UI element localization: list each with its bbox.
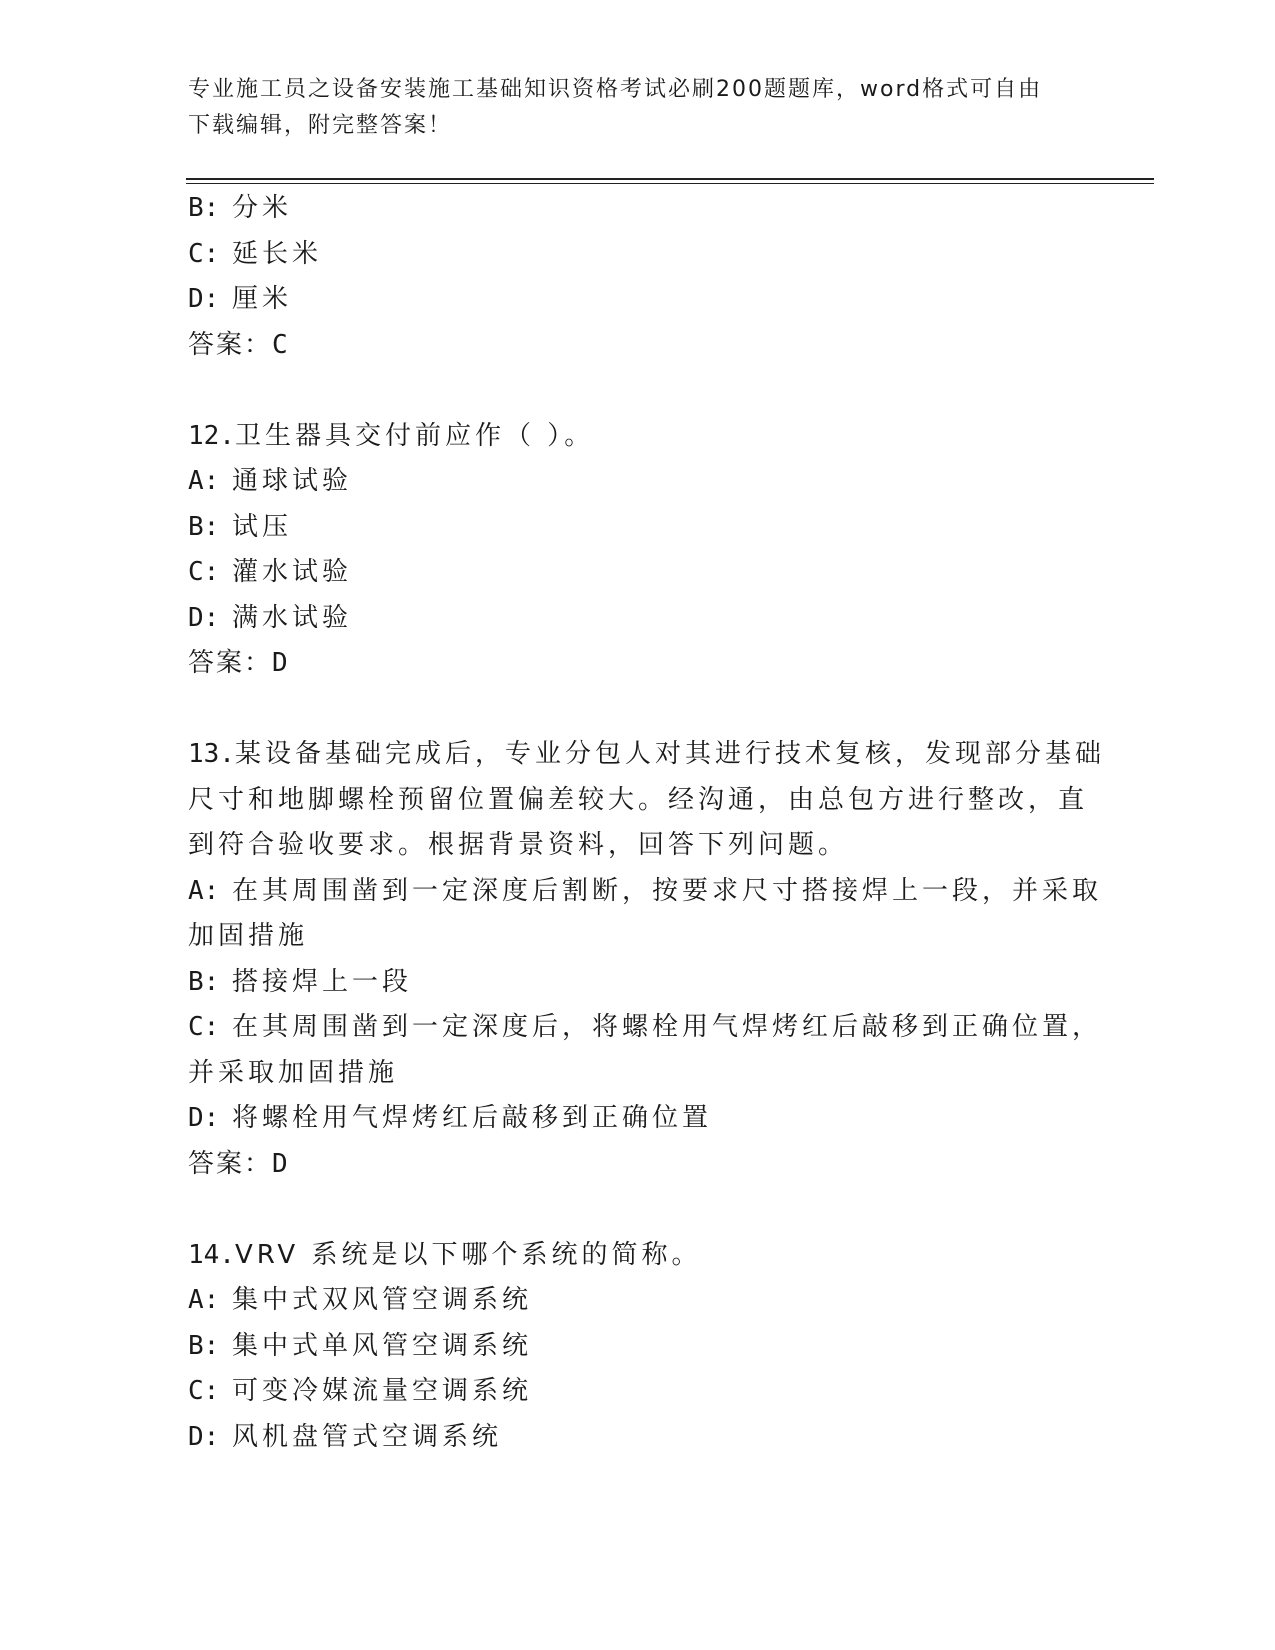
option-c: [188, 1005, 1103, 1051]
question-stem-line-3: 到符合验收要求。根据背景资料，回答下列问题。: [188, 830, 849, 860]
option-text: 在其周围凿到一定深度后，将螺栓用气焊烤红后敲移到正确位置，: [232, 1012, 1103, 1042]
spacer: [188, 1187, 1088, 1233]
question-12: [188, 414, 1088, 687]
spacer: [188, 687, 1088, 733]
option-text: 通球试验: [232, 466, 353, 496]
question-number: 14.: [188, 1239, 235, 1270]
option-letter: D:: [188, 1103, 220, 1133]
option-a: [188, 459, 1088, 505]
answer-value: C: [272, 329, 290, 360]
option-text: 风机盘管式空调系统: [232, 1421, 503, 1452]
header-rule-thick: [186, 178, 1154, 180]
question-number: 13.: [188, 739, 235, 769]
option-letter: A:: [188, 875, 220, 906]
option-letter: A:: [188, 1285, 220, 1315]
question-text: VRV 系统是以下哪个系统的简称。: [234, 1239, 702, 1270]
header-title-line-2: 下载编辑，附完整答案！: [188, 113, 453, 138]
question-11-continuation: [188, 186, 1088, 368]
option-b: [188, 960, 1088, 1006]
option-text: 延长米: [232, 238, 323, 269]
option-b: [188, 1324, 1088, 1370]
option-text: 厘米: [232, 284, 293, 314]
answer-line: [188, 323, 1088, 369]
option-d: [188, 277, 1088, 323]
answer-label: 答案：: [188, 1148, 273, 1179]
option-b: [188, 505, 1088, 551]
option-letter: C:: [188, 1376, 220, 1406]
option-letter: B:: [188, 966, 220, 997]
option-letter: C:: [188, 557, 220, 587]
answer-label: 答案：: [188, 648, 273, 678]
header-title-line-1: 专业施工员之设备安装施工基础知识资格考试必刷200题题库，word格式可自由: [188, 77, 1043, 102]
answer-line: [188, 641, 1088, 687]
question-text: 卫生器具交付前应作（ ）。: [234, 420, 595, 451]
option-d: [188, 1096, 1088, 1142]
option-d: [188, 1415, 1088, 1461]
option-text: 搭接焊上一段: [232, 966, 413, 997]
question-stem: [188, 1233, 1088, 1279]
answer-line: [188, 1142, 1088, 1188]
option-c: [188, 232, 1088, 278]
option-letter: D:: [188, 1421, 220, 1452]
option-letter: B:: [188, 1330, 220, 1361]
question-number: 12.: [188, 420, 235, 451]
option-text: 在其周围凿到一定深度后割断，按要求尺寸搭接焊上一段，并采取: [232, 875, 1103, 906]
option-a: [188, 1278, 1088, 1324]
answer-value: D: [272, 648, 290, 678]
question-stem-line-1: [188, 732, 1105, 778]
option-text: 集中式双风管空调系统: [232, 1285, 533, 1315]
option-letter: B:: [188, 511, 220, 542]
question-13: [188, 732, 1105, 1187]
header-rule-thin: [186, 183, 1154, 184]
question-stem: [188, 414, 1088, 460]
answer-label: 答案：: [188, 329, 273, 360]
answer-value: D: [272, 1148, 290, 1179]
option-letter: A:: [188, 466, 220, 496]
option-letter: C:: [188, 1012, 220, 1042]
option-a: [188, 869, 1103, 915]
document-header: [188, 72, 1088, 144]
option-text: 试压: [232, 511, 293, 542]
option-letter: D:: [188, 602, 220, 633]
option-letter: C:: [188, 238, 220, 269]
option-text: 灌水试验: [232, 557, 353, 587]
option-a-continuation: 加固措施: [188, 921, 309, 951]
option-b: [188, 186, 1088, 232]
option-c: [188, 550, 1088, 596]
question-list: [188, 186, 1105, 1460]
option-text: 分米: [232, 193, 293, 223]
option-c: [188, 1369, 1088, 1415]
option-c-continuation: 并采取加固措施: [188, 1057, 399, 1088]
spacer: [188, 368, 1088, 414]
option-text: 集中式单风管空调系统: [232, 1330, 533, 1361]
option-text: 满水试验: [232, 602, 353, 633]
option-text: 可变冷媒流量空调系统: [232, 1376, 533, 1406]
option-d: [188, 596, 1088, 642]
option-letter: B:: [188, 193, 220, 223]
option-text: 将螺栓用气焊烤红后敲移到正确位置: [232, 1103, 713, 1133]
option-letter: D:: [188, 284, 220, 314]
question-stem-line-2: 尺寸和地脚螺栓预留位置偏差较大。经沟通，由总包方进行整改，直: [188, 784, 1089, 815]
question-text: 某设备基础完成后，专业分包人对其进行技术复核，发现部分基础: [234, 739, 1105, 769]
question-14: [188, 1233, 1088, 1461]
